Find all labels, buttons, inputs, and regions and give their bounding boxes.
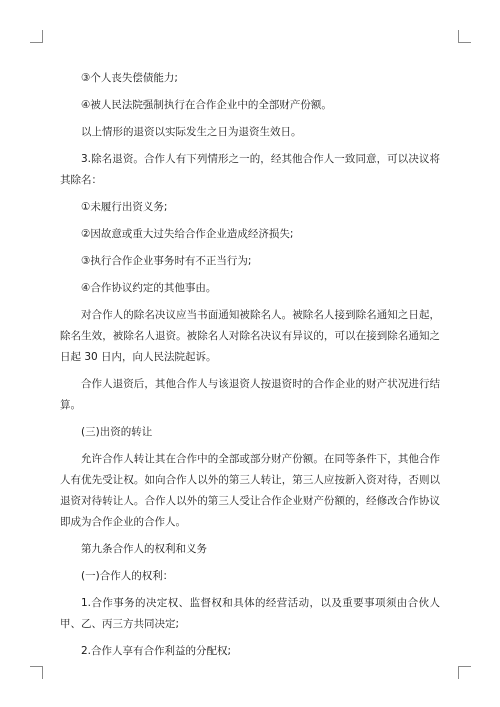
paragraph: 以上情形的退资以实际发生之日为退资生效日。 [81, 126, 302, 138]
paragraph: 合作人退资后，其他合作人与该退资人按退资时的合作企业的财产状况进行结算。 [60, 378, 440, 411]
paragraph: ②因故意或重大过失给合作企业造成经济损失; [81, 228, 294, 240]
crop-mark-top-right [458, 30, 471, 43]
paragraph: 允许合作人转让其在合作中的全部或部分财产份额。在同等条件下，其他合作人有优先受让权。如向合作人以外的第三人转让，第三人应按新入资对待，否则以退资对待转让人。合作人以外的第三人受让合作企业财产份额的，经修改合作协议即成为合作企业的合作人。 [60, 453, 440, 528]
paragraph: ④合作协议约定的其他事由。 [81, 282, 217, 294]
document-body [60, 68, 440, 668]
section-heading: (三)出资的转让 [81, 426, 153, 438]
article-heading: 第九条合作人的权利和义务 [81, 543, 207, 555]
paragraph: 1.合作事务的决定权、监督权和具体的经营活动，以及重要事项须由合伙人甲、乙、丙三方共同决定; [60, 597, 440, 630]
paragraph: 2.合作人享有合作利益的分配权; [81, 645, 232, 657]
section-heading: (一)合作人的权利： [81, 570, 174, 582]
paragraph: 对合作人的除名决议应当书面通知被除名人。被除名人接到除名通知之日起，除名生效，被除名人退资。被除名人对除名决议有异议的，可以在接到除名通知之日起 30 日内，向人民法院起诉。 [60, 309, 440, 363]
crop-mark-bottom-right [458, 666, 471, 679]
crop-mark-bottom-left [30, 666, 43, 679]
paragraph: ①未履行出资义务; [81, 201, 168, 213]
paragraph: ③个人丧失偿债能力; [81, 72, 178, 84]
crop-mark-top-left [30, 30, 43, 43]
paragraph: 3.除名退资。合作人有下列情形之一的，经其他合作人一致同意，可以决议将其除名： [60, 153, 440, 186]
paragraph: ③执行合作企业事务时有不正当行为; [81, 255, 252, 267]
paragraph: ④被人民法院强制执行在合作企业中的全部财产份额。 [81, 99, 332, 111]
